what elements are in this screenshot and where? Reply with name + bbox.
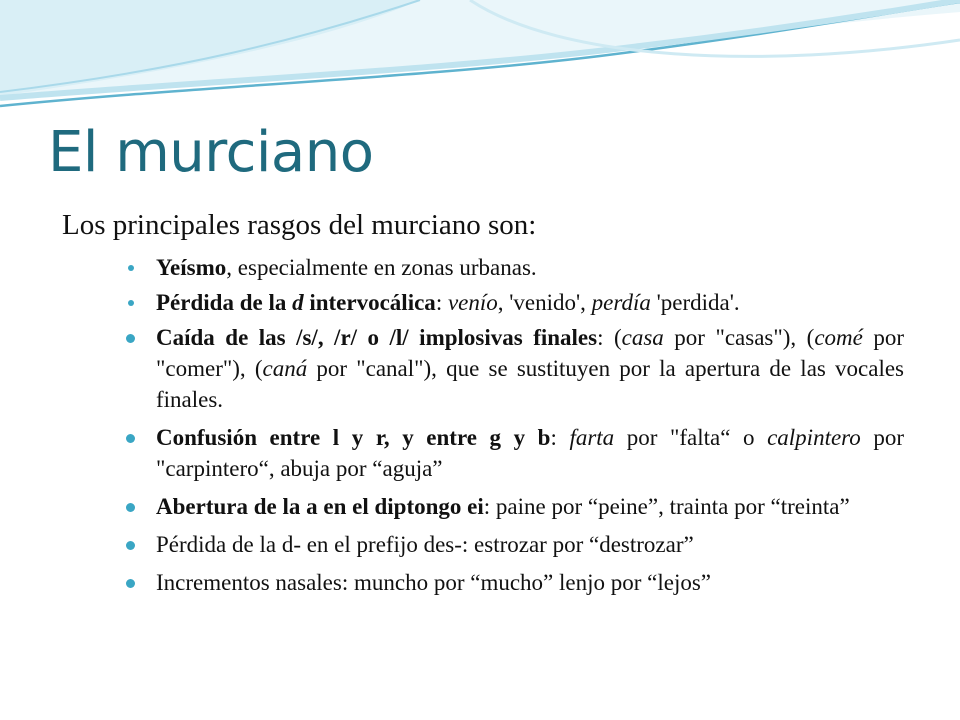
bullet-icon xyxy=(126,541,135,550)
bullet-icon xyxy=(126,503,135,512)
bullet-icon xyxy=(126,579,135,588)
bullet-icon xyxy=(128,265,134,271)
list-item: Pérdida de la d intervocálica: venío, 'venido', perdía 'perdida'. xyxy=(156,287,904,318)
bullet-icon xyxy=(126,434,135,443)
list-item: Incrementos nasales: muncho por “mucho” lenjo por “lejos” xyxy=(156,567,904,598)
slide-title: El murciano xyxy=(48,120,374,185)
intro-text: Los principales rasgos del murciano son: xyxy=(62,209,537,241)
list-item: Caída de las /s/, /r/ o /l/ implosivas finales: (casa por "casas"), (comé por "comer"), (caná por "canal"), que se sustituyen por la apertura de las vocales finales. xyxy=(156,322,904,415)
header-wave-decoration xyxy=(0,0,960,120)
list-item: Abertura de la a en el diptongo ei: paine por “peine”, trainta por “treinta” xyxy=(156,491,904,522)
bullet-icon xyxy=(128,300,134,306)
list-item: Yeísmo, especialmente en zonas urbanas. xyxy=(156,252,904,283)
bullet-icon xyxy=(126,334,135,343)
list-item: Pérdida de la d- en el prefijo des-: estrozar por “destrozar” xyxy=(156,529,904,560)
list-item: Confusión entre l y r, y entre g y b: farta por "falta“ o calpintero por "carpintero“, abuja por “aguja” xyxy=(156,422,904,484)
bullet-list xyxy=(156,252,904,605)
